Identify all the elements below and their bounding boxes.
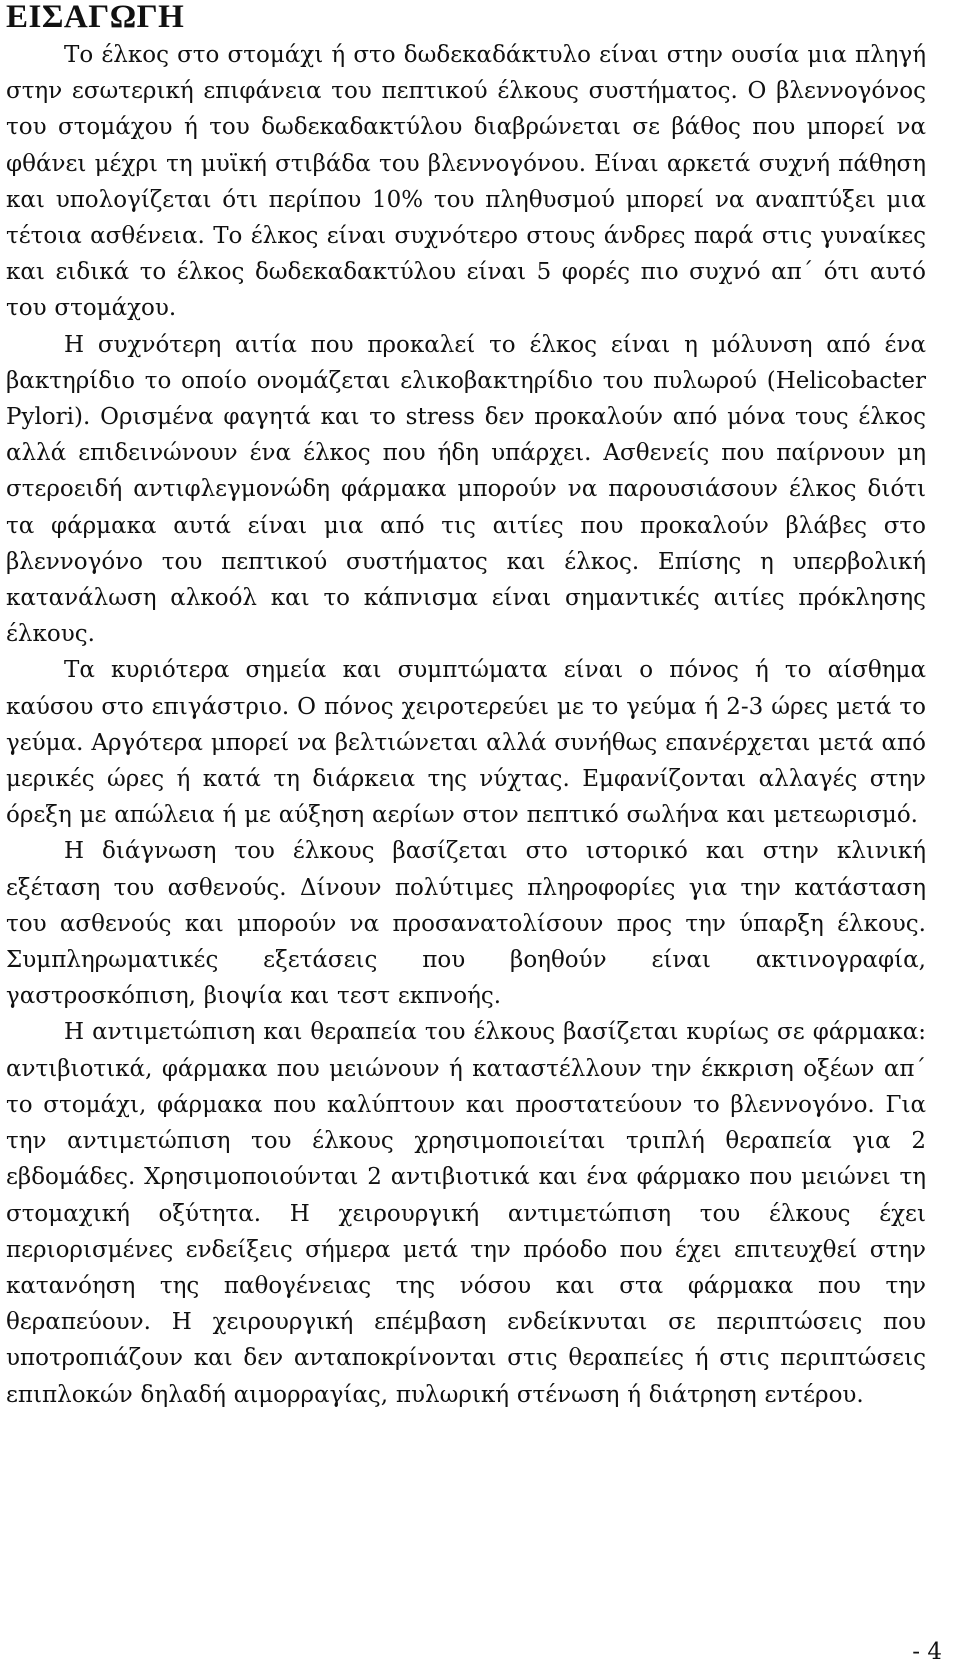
paragraph-causes: Η συχνότερη αιτία που προκαλεί το έλκος είναι η μόλυνση από ένα βακτηρίδιο το οποίο ονομάζεται ελικοβακτηρίδιο του πυλωρού (Helicobacter Pylori). Ορισμένα φαγητά και το stress δεν προκαλούν από μόνα τους έλκος αλλά επιδεινώνουν ένα έλκος που ήδη υπάρχει. Ασθενείς που παίρνουν μη στεροειδή αντιφλεγμονώδη φάρμακα μπορούν να παρουσιάσουν έλκος διότι τα φάρμακα αυτά είναι μια από τις αιτίες που προκαλούν βλάβες στο βλεννογόνο του πεπτικού συστήματος και έλκος. Επίσης η υπερβολική κατανάλωση αλκοόλ και το κάπνισμα είναι σημαντικές αιτίες πρόκλησης έλκους. bbox=[6, 331, 926, 648]
paragraph-treatment: Η αντιμετώπιση και θεραπεία του έλκους βασίζεται κυρίως σε φάρμακα: αντιβιοτικά, φάρμακα που μειώνουν ή καταστέλλουν την έκκριση οξέων απ΄ το στομάχι, φάρμακα που καλύπτουν και προστατεύουν το βλεννογόνο. Για την αντιμετώπιση του έλκους χρησιμοποιείται τριπλή θεραπεία για 2 εβδομάδες. Χρησιμοποιούνται 2 αντιβιοτικά και ένα φάρμακο που μειώνει τη στομαχική οξύτητα. Η χειρουργική αντιμετώπιση του έλκους έχει περιορισμένες ενδείξεις σήμερα μετά την πρόοδο που έχει επιτευχθεί στην κατανόηση της παθογένειας της νόσου και στα φάρμακα που την θεραπεύουν. Η χειρουργική επέμβαση ενδείκνυται σε περιπτώσεις που υποτροπιάζουν και δεν ανταποκρίνονται στις θεραπείες ή στις περιπτώσεις επιπλοκών δηλαδή αιμορραγίας, πυλωρική στένωση ή διάτρηση εντέρου. bbox=[6, 1019, 926, 1408]
paragraph-diagnosis: Η διάγνωση του έλκους βασίζεται στο ιστορικό και στην κλινική εξέταση του ασθενούς. Δίνουν πολύτιμες πληροφορίες για την κατάσταση του ασθενούς και μπορούν να προσανατολίσουν προς την ύπαρξη έλκους. Συμπληρωματικές εξετάσεις που βοηθούν είναι ακτινογραφία, γαστροσκόπιση, βιοψία και τεστ εκπνοής. bbox=[6, 838, 926, 1010]
paragraph-symptoms: Τα κυριότερα σημεία και συμπτώματα είναι ο πόνος ή το αίσθημα καύσου στο επιγάστριο. Ο πόνος χειροτερεύει με το γεύμα ή 2-3 ώρες μετά το γεύμα. Αργότερα μπορεί να βελτιώνεται αλλά συνήθως επανέρχεται μετά από μερικές ώρες ή κατά τη διάρκεια της νύχτας. Εμφανίζονται αλλαγές στην όρεξη με απώλεια ή με αύξηση αερίων στον πεπτικό σωλήνα και μετεωρισμό. bbox=[6, 657, 926, 829]
section-heading: ΕΙΣΑΓΩΓΗ bbox=[6, 0, 185, 35]
document-body bbox=[6, 37, 926, 1413]
paragraph-intro: Το έλκος στο στομάχι ή στο δωδεκαδάκτυλο είναι στην ουσία μια πληγή στην εσωτερική επιφάνεια του πεπτικού έλκους συστήματος. Ο βλεννογόνος του στομάχου ή του δωδεκαδακτύλου διαβρώνεται σε βάθος που μπορεί να φθάνει μέχρι τη μυϊκή στιβάδα του βλεννογόνου. Είναι αρκετά συχνή πάθηση και υπολογίζεται ότι περίπου 10% του πληθυσμού μπορεί να αναπτύξει μια τέτοια ασθένεια. Το έλκος είναι συχνότερο στους άνδρες παρά στις γυναίκες και ειδικά το έλκος δωδεκαδακτύλου είναι 5 φορές πιο συχνό απ΄ ότι αυτό του στομάχου. bbox=[6, 42, 926, 322]
document-page bbox=[6, 0, 926, 1413]
page-number: - 4 bbox=[912, 1639, 942, 1665]
